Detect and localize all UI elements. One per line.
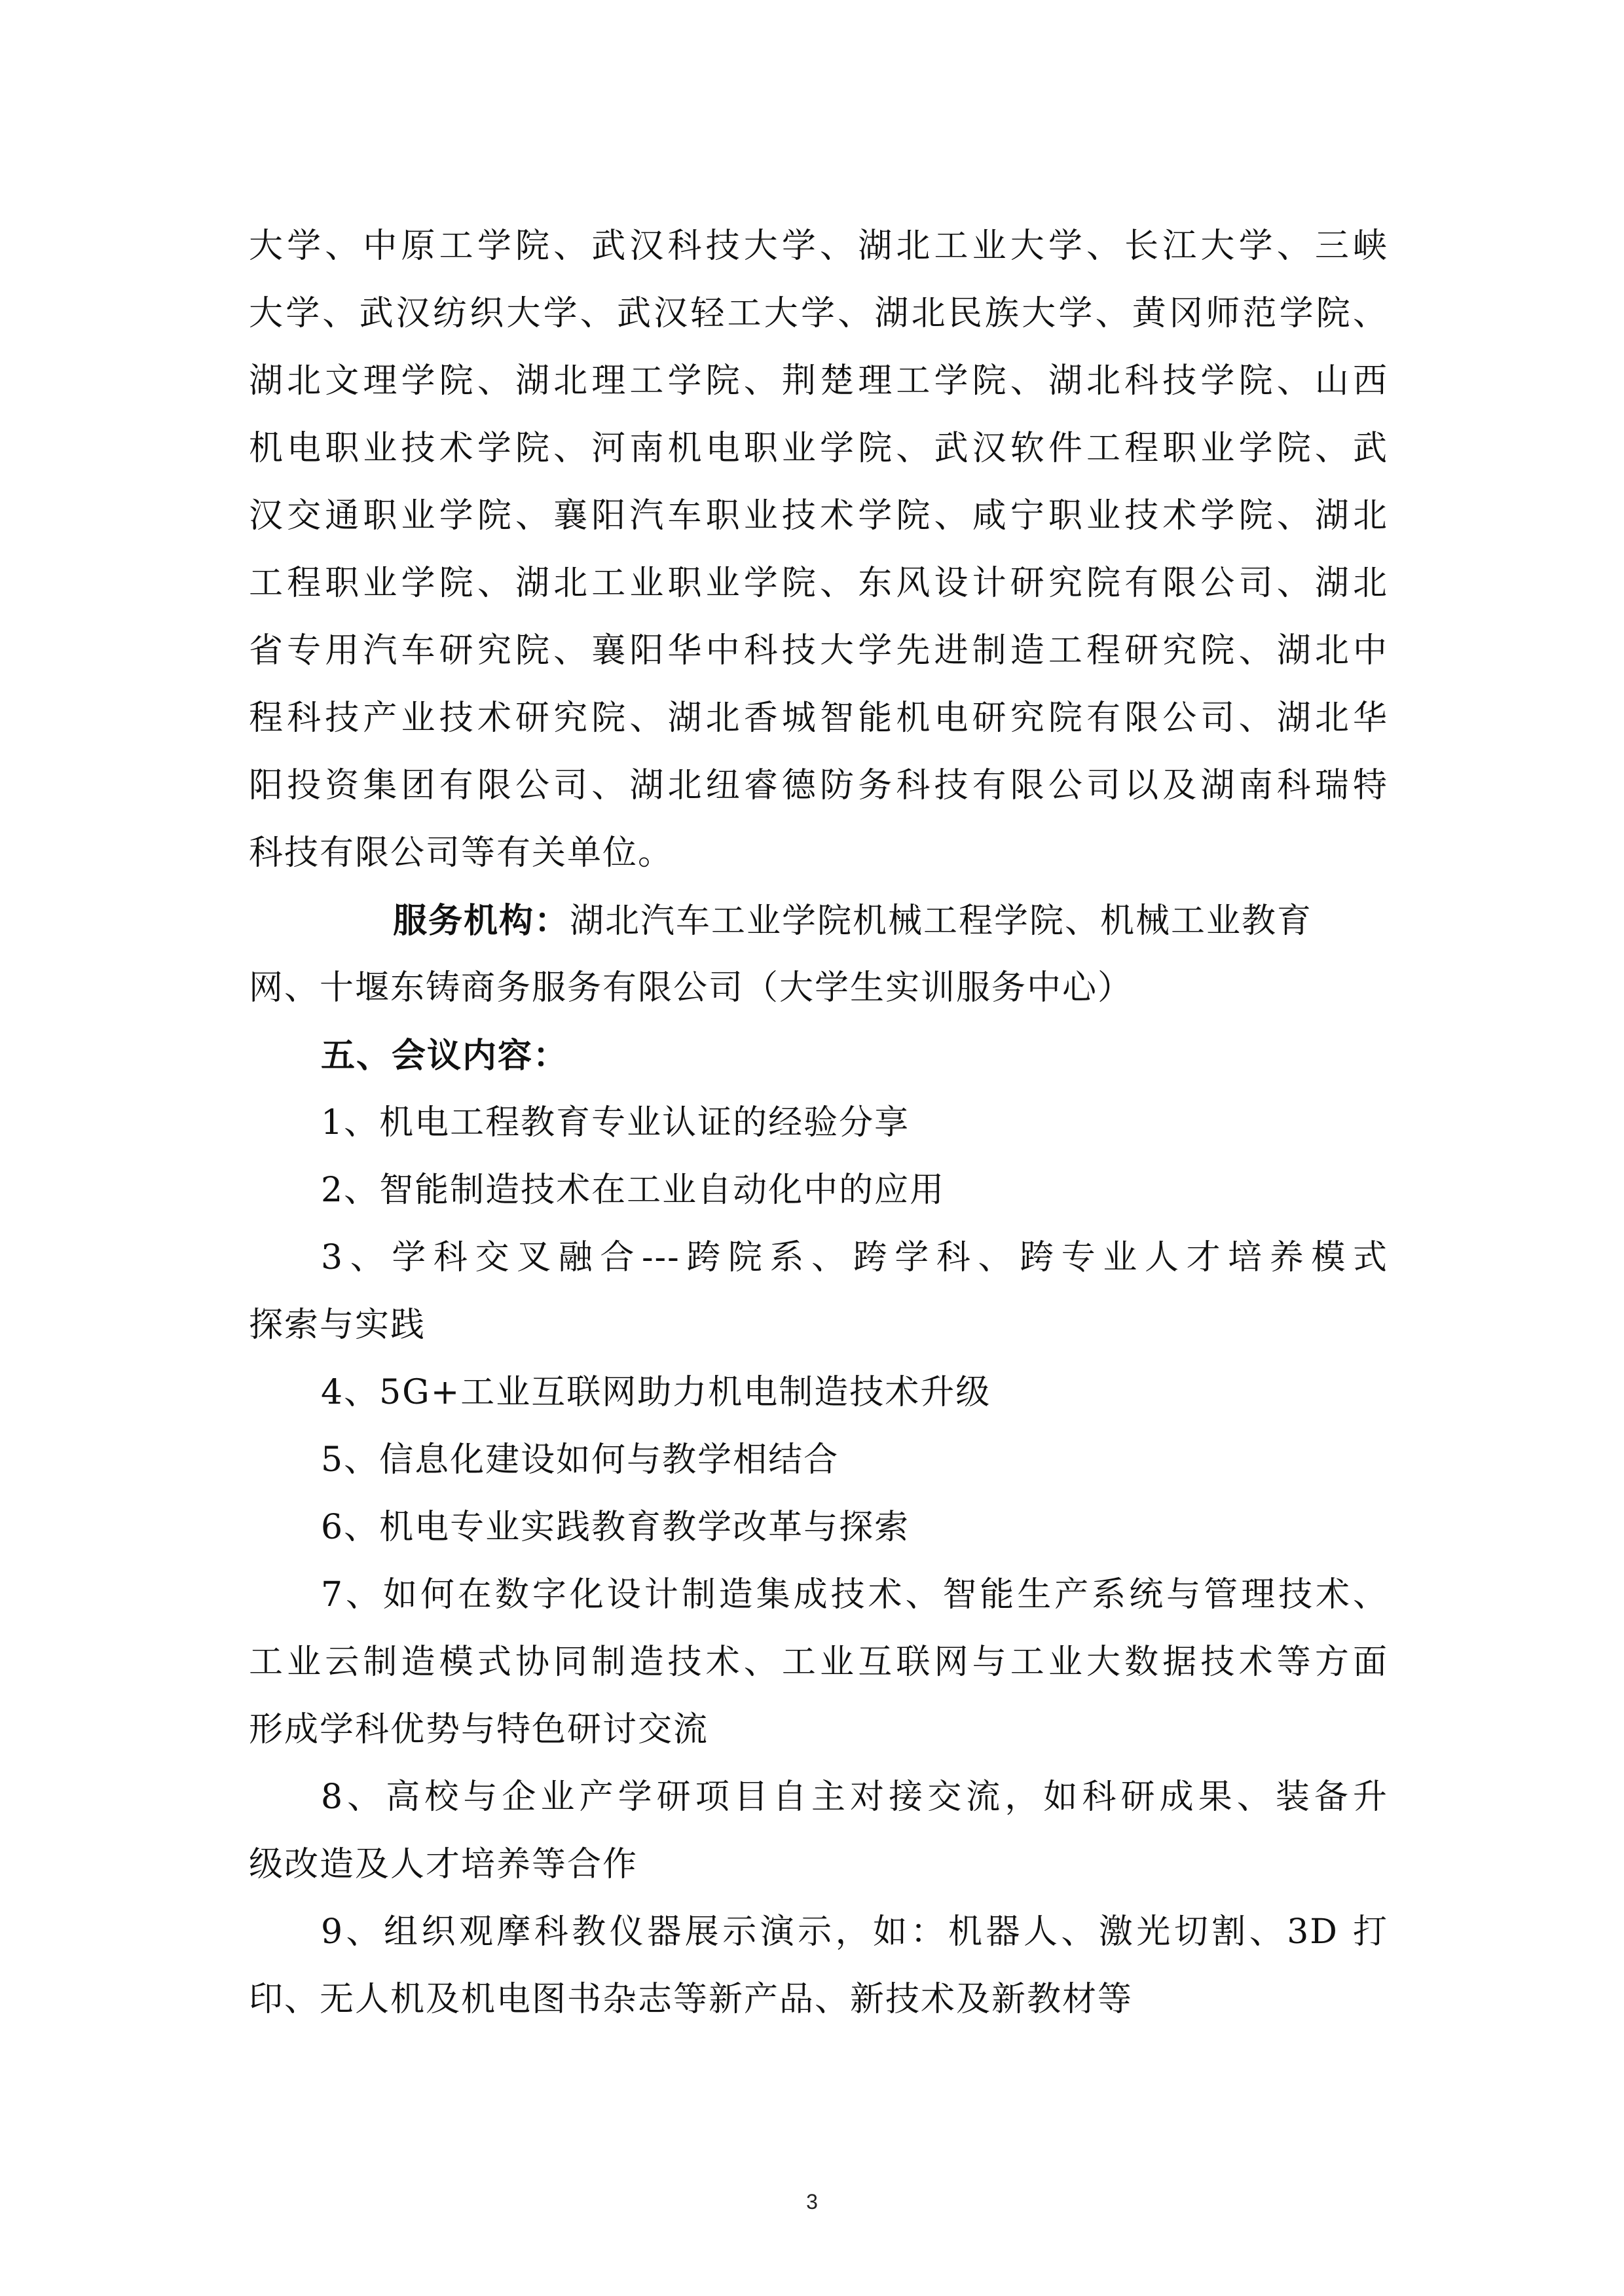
document-body bbox=[249, 213, 1388, 2033]
paragraph-line: 阳投资集团有限公司、湖北纽睿德防务科技有限公司以及湖南科瑞特 bbox=[249, 766, 1388, 805]
content-item-line: 工业云制造模式协同制造技术、工业互联网与工业大数据技术等方面 bbox=[249, 1643, 1388, 1682]
paragraph-line: 大学、中原工学院、武汉科技大学、湖北工业大学、长江大学、三峡 bbox=[249, 227, 1388, 266]
content-item bbox=[249, 1561, 1388, 1764]
content-item-line: 9、组织观摩科教仪器展示演示，如：机器人、激光切割、3D 打 bbox=[321, 1912, 1388, 1952]
content-item-line: 印、无人机及机电图书杂志等新产品、新技术及新教材等 bbox=[249, 1980, 1134, 2019]
paragraph-line: 科技有限公司等有关单位。 bbox=[249, 833, 674, 873]
section-heading: 五、会议内容： bbox=[321, 1036, 569, 1076]
content-item bbox=[249, 1224, 1388, 1359]
paragraph-line: 湖北文理学院、湖北理工学院、荆楚理工学院、湖北科技学院、山西 bbox=[249, 361, 1388, 401]
service-line: 网、十堰东铸商务服务有限公司（大学生实训服务中心） bbox=[249, 968, 1134, 1008]
paragraph-line: 省专用汽车研究院、襄阳华中科技大学先进制造工程研究院、湖北中 bbox=[249, 631, 1388, 670]
content-item-line: 2、智能制造技术在工业自动化中的应用 bbox=[321, 1171, 946, 1210]
content-item bbox=[249, 1764, 1388, 1899]
content-item-line: 探索与实践 bbox=[249, 1305, 426, 1345]
content-item bbox=[249, 1359, 1388, 1427]
paragraph-line: 机电职业技术学院、河南机电职业学院、武汉软件工程职业学院、武 bbox=[249, 429, 1388, 468]
content-item-line: 8、高校与企业产学研项目自主对接交流，如科研成果、装备升 bbox=[321, 1777, 1388, 1817]
meeting-content-list bbox=[249, 1089, 1388, 2033]
service-text: 湖北汽车工业学院机械工程学院、机械工业教育 bbox=[570, 902, 1313, 941]
content-item bbox=[249, 1089, 1388, 1157]
service-paragraph bbox=[249, 887, 1388, 1022]
content-item bbox=[249, 1427, 1388, 1494]
content-item-line: 形成学科优势与特色研讨交流 bbox=[249, 1710, 709, 1749]
page-number: 3 bbox=[806, 2190, 818, 2214]
content-item-line: 6、机电专业实践教育教学改革与探索 bbox=[321, 1508, 910, 1547]
content-item-line: 级改造及人才培养等合作 bbox=[249, 1845, 638, 1884]
content-item-line: 7、如何在数字化设计制造集成技术、智能生产系统与管理技术、 bbox=[321, 1575, 1388, 1614]
content-item bbox=[249, 1494, 1388, 1561]
service-line bbox=[249, 887, 1388, 955]
service-label: 服务机构： bbox=[393, 901, 570, 941]
paragraph-line: 程科技产业技术研究院、湖北香城智能机电研究院有限公司、湖北华 bbox=[249, 699, 1388, 738]
paragraph-line: 工程职业学院、湖北工业职业学院、东风设计研究院有限公司、湖北 bbox=[249, 564, 1388, 603]
content-item-line: 4、5G+工业互联网助力机电制造技术升级 bbox=[321, 1373, 991, 1412]
content-item bbox=[249, 1157, 1388, 1224]
paragraph-line: 汉交通职业学院、襄阳汽车职业技术学院、咸宁职业技术学院、湖北 bbox=[249, 496, 1388, 536]
content-item-line: 5、信息化建设如何与教学相结合 bbox=[321, 1440, 840, 1480]
content-item-line: 1、机电工程教育专业认证的经验分享 bbox=[321, 1103, 910, 1142]
units-paragraph bbox=[249, 213, 1388, 887]
content-item-line: 3、学科交叉融合---跨院系、跨学科、跨专业人才培养模式 bbox=[321, 1238, 1388, 1277]
paragraph-line: 大学、武汉纺织大学、武汉轻工大学、湖北民族大学、黄冈师范学院、 bbox=[249, 294, 1388, 333]
content-item bbox=[249, 1899, 1388, 2033]
